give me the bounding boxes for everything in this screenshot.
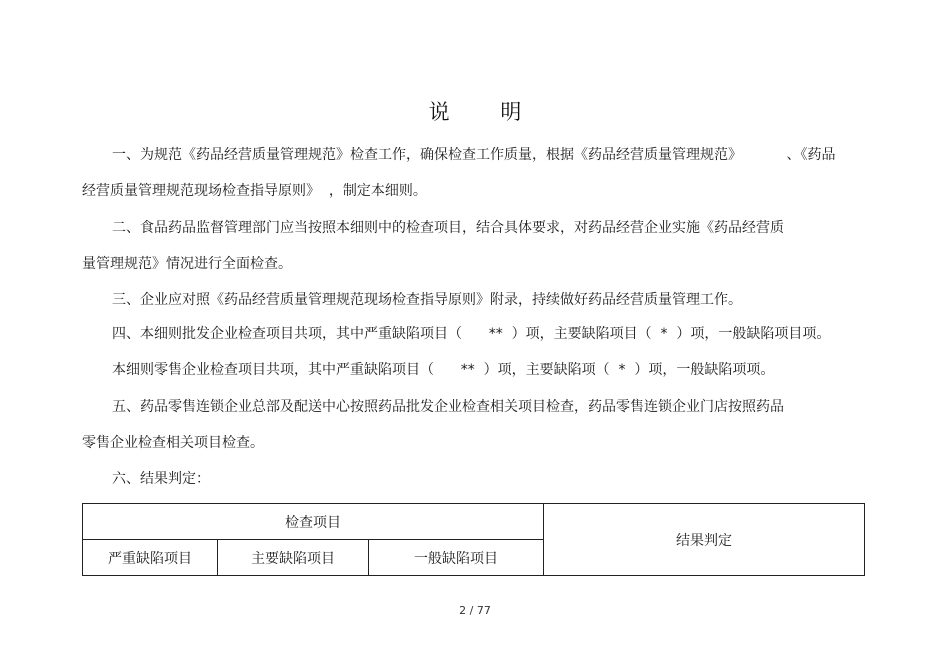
paragraph-line: 二、食品药品监督管理部门应当按照本细则中的检查项目，结合具体要求，对药品经营企业实施《药品经营质 xyxy=(112,220,784,236)
result-table xyxy=(82,503,865,576)
table-subheader-major: 主要缺陷项目 xyxy=(218,540,369,576)
table-subheader-severe: 严重缺陷项目 xyxy=(83,540,218,576)
paragraph-line: 本细则零售企业检查项目共项，其中严重缺陷项目（ ** ）项，主要缺陷项（ * ）项，一般缺陷项项。 xyxy=(112,362,775,378)
paragraph-line: 零售企业检查相关项目检查。 xyxy=(82,435,264,451)
paragraph-line: 经营质量管理规范现场检查指导原则》 ，制定本细则。 xyxy=(82,183,427,199)
page-title: 说 明 xyxy=(428,100,544,124)
paragraph-line: 四、本细则批发企业检查项目共项，其中严重缺陷项目（ ** ）项，主要缺陷项目（ * ）项，一般缺陷项目项。 xyxy=(112,326,831,342)
paragraph-line: 一、为规范《药品经营质量管理规范》检查工作，确保检查工作质量，根据《药品经营质量管理规范》 、《药品 xyxy=(112,147,836,163)
paragraph-line: 量管理规范》情况进行全面检查。 xyxy=(82,256,292,272)
table-header-result: 结果判定 xyxy=(544,504,865,576)
table-header-check-items: 检查项目 xyxy=(83,504,544,540)
table-subheader-general: 一般缺陷项目 xyxy=(369,540,544,576)
paragraph-line: 五、药品零售连锁企业总部及配送中心按照药品批发企业检查相关项目检查，药品零售连锁企业门店按照药品 xyxy=(112,399,784,415)
paragraph-line: 三、企业应对照《药品经营质量管理规范现场检查指导原则》附录，持续做好药品经营质量管理工作。 xyxy=(112,292,742,308)
paragraph-line: 六、结果判定： xyxy=(112,471,210,487)
page-number: 2 / 77 xyxy=(459,604,491,617)
